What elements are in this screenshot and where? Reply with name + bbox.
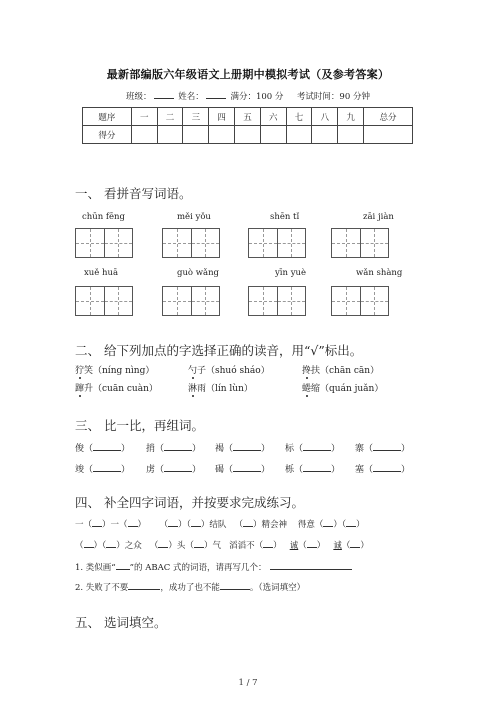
compare-char: 栎 (285, 465, 295, 475)
text: ）精会神 (252, 520, 287, 530)
score-cell[interactable] (364, 126, 413, 144)
compare-item[interactable]: 虏（ ） (146, 465, 202, 475)
compare-char: 竣 (75, 465, 85, 475)
text: （ (149, 541, 159, 551)
compare-item[interactable]: 褐（ ） (215, 444, 271, 454)
compare-item[interactable]: 竣（ ） (75, 465, 131, 475)
compare-char: 标 (285, 444, 295, 454)
section5-heading: 五、 选词填空。 (75, 615, 167, 630)
compare-char: 褐 (215, 444, 225, 454)
header-cell: 题序 (83, 108, 132, 126)
idiom-line-1[interactable] (75, 518, 365, 530)
compare-item[interactable]: 塞（ ） (355, 465, 411, 475)
score-table (82, 107, 413, 144)
header-cell: 七 (286, 108, 312, 126)
text: （ (341, 541, 351, 551)
pronunciation-item[interactable] (302, 363, 379, 376)
text: ）结队 (200, 520, 227, 530)
compare-char: 碣 (215, 465, 225, 475)
text: 一（ (75, 520, 93, 530)
compare-char: 虏 (146, 465, 156, 475)
text: ） (356, 520, 365, 530)
pinyin: měi yǒu (177, 212, 211, 222)
score-cell[interactable] (157, 126, 183, 144)
item-text: 扶（chān cān） (311, 366, 380, 376)
text: ，成功了也不能 (160, 583, 220, 593)
score-cell[interactable] (183, 126, 209, 144)
pinyin: yīn yuè (275, 268, 307, 278)
text: 。（选词填空） (249, 583, 306, 593)
text: （ (159, 520, 169, 530)
dotted-char: 淋 (188, 384, 198, 394)
pinyin: wǎn shàng (356, 268, 403, 278)
pinyin: xuě huā (84, 268, 119, 278)
section2-heading: 二、 给下列加点的字选择正确的读音，用“√”标出。 (75, 343, 363, 358)
writing-grid[interactable] (331, 286, 389, 316)
header-cell: 六 (260, 108, 286, 126)
text: ） (316, 541, 326, 551)
compare-item[interactable]: 栎（ ） (285, 465, 341, 475)
header-cell: 四 (209, 108, 235, 126)
pinyin: shēn tǐ (270, 212, 300, 222)
score-table-header (83, 108, 413, 126)
header-cell: 八 (312, 108, 338, 126)
pronunciation-item[interactable] (188, 363, 270, 376)
pronunciation-item[interactable] (302, 381, 383, 394)
writing-grid[interactable] (248, 286, 306, 316)
compare-char: 塞 (355, 465, 365, 475)
compare-item[interactable]: 标（ ） (285, 444, 341, 454)
text: 滔滔不（ (229, 541, 264, 551)
pronunciation-item[interactable] (75, 381, 158, 394)
text: 1. 类似画“ (75, 563, 116, 573)
dotted-char: 狞 (75, 366, 85, 376)
pronunciation-item[interactable] (75, 363, 154, 376)
score-cell[interactable] (260, 126, 286, 144)
score-cell[interactable] (131, 126, 157, 144)
class-blank (154, 90, 174, 99)
text: ） (137, 520, 147, 530)
compare-item[interactable]: 捎（ ） (146, 444, 202, 454)
dotted-char: 勺 (188, 366, 198, 376)
score-cell[interactable] (338, 126, 364, 144)
header-cell: 总分 (364, 108, 413, 126)
item-text: 子（shuó sháo） (197, 366, 270, 376)
row-label: 得分 (83, 126, 132, 144)
text: （ (298, 541, 307, 551)
text: （ (75, 541, 84, 551)
idiom-line-2[interactable] (75, 539, 369, 551)
score-cell[interactable] (235, 126, 261, 144)
header-cell: 三 (183, 108, 209, 126)
header-cell: 一 (131, 108, 157, 126)
dotted-char: 蹿 (75, 384, 85, 394)
class-label: 班级： (126, 92, 152, 102)
page-title: 最新部编版六年级语文上册期中模拟考试（及参考答案） (106, 68, 390, 81)
writing-grid[interactable] (162, 228, 220, 258)
text: ）（ (333, 520, 347, 530)
text: ）气 (203, 541, 221, 551)
section4-heading: 四、 补全四字词语，并按要求完成练习。 (75, 495, 304, 510)
text: （ (234, 520, 243, 530)
compare-item[interactable]: 寨（ ） (355, 444, 411, 454)
text: ”的 ABAC 式的词语，请再写几个： (129, 563, 267, 573)
text: ）（ (178, 520, 191, 530)
pronunciation-item[interactable] (188, 381, 253, 394)
writing-grid[interactable] (162, 286, 220, 316)
text: 诚 (289, 541, 299, 551)
name-blank (206, 90, 226, 99)
text: 2. 失败了不要 (75, 583, 129, 593)
header-cell: 九 (338, 108, 364, 126)
compare-item[interactable]: 碣（ ） (215, 465, 271, 475)
question-1[interactable] (75, 561, 352, 573)
pinyin: guò wǎng (177, 268, 219, 278)
header-cell: 二 (157, 108, 183, 126)
text: 得意（ (297, 520, 324, 530)
text: ）（ (93, 541, 107, 551)
header-cell: 五 (235, 108, 261, 126)
item-text: 升（cuān cuàn） (84, 384, 158, 394)
full-score: 满分：100 分 (230, 92, 284, 102)
compare-char: 俊 (75, 444, 85, 454)
name-label: 姓名： (178, 92, 204, 102)
writing-grid[interactable] (248, 228, 306, 258)
writing-grid[interactable] (75, 286, 133, 316)
section1-heading: 一、 看拼音写词语。 (75, 186, 192, 201)
item-text: 缩（quán juǎn） (311, 384, 384, 394)
score-cell[interactable] (312, 126, 338, 144)
score-cell[interactable] (209, 126, 235, 144)
question-2[interactable] (75, 581, 305, 593)
pinyin: chūn fēng (82, 212, 125, 222)
compare-char: 寨 (355, 444, 365, 454)
text: 诚 (333, 541, 342, 551)
exam-info (0, 90, 496, 102)
text: ）之众 (116, 541, 142, 551)
text: ） (273, 541, 282, 551)
text: ）头（ (168, 541, 194, 551)
text: ）一（ (102, 520, 128, 530)
dotted-char: 搀 (302, 366, 312, 376)
writing-grid[interactable] (75, 228, 133, 258)
section3-heading: 三、 比一比，再组词。 (75, 418, 204, 433)
writing-grid[interactable] (331, 228, 389, 258)
compare-char: 捎 (146, 444, 156, 454)
page-number: 1 / 7 (238, 678, 258, 688)
compare-item[interactable]: 俊（ ） (75, 444, 131, 454)
text: ） (360, 541, 369, 551)
pinyin: zāi jiàn (363, 212, 394, 222)
score-table-row (83, 126, 413, 144)
exam-time: 考试时间：90 分钟 (296, 92, 370, 102)
score-cell[interactable] (286, 126, 312, 144)
dotted-char: 蜷 (302, 384, 312, 394)
item-text: 雨（lín lùn） (197, 384, 253, 394)
item-text: 笑（níng nìng） (84, 366, 155, 376)
